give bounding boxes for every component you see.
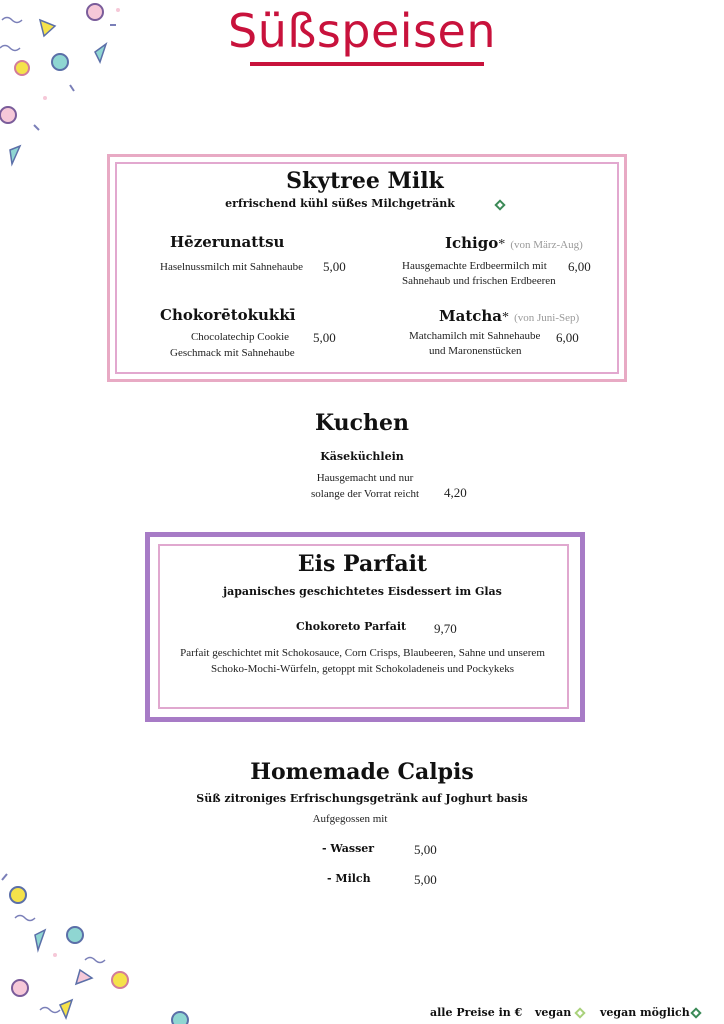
- skytree-item-desc: Geschmack mit Sahnehaube: [170, 347, 295, 359]
- parfait-item-name: Chokoreto Parfait: [296, 620, 407, 633]
- seasonal-note: (von März-Aug): [510, 239, 583, 251]
- kuchen-item-desc: solange der Vorrat reicht: [310, 488, 420, 500]
- kuchen-item-desc: Hausgemacht und nur: [316, 472, 414, 484]
- calpis-option-price: 5,00: [414, 842, 437, 857]
- skytree-item-header: [439, 306, 579, 326]
- skytree-item-desc: Hausgemachte Erdbeermilch mit: [402, 260, 547, 272]
- calpis-subtitle: Süß zitroniges Erfrischungsgetränk auf Joghurt basis: [196, 792, 528, 805]
- skytree-item-desc: und Maronenstücken: [429, 345, 522, 357]
- parfait-title: Eis Parfait: [297, 551, 428, 577]
- kuchen-title: Kuchen: [314, 410, 409, 436]
- skytree-item-desc: Chocolatechip Cookie: [190, 331, 290, 343]
- skytree-subtitle: erfrischend kühl süßes Milchgetränk: [225, 197, 455, 210]
- skytree-item-price: 5,00: [323, 259, 346, 274]
- calpis-option-name: - Wasser: [322, 842, 375, 855]
- skytree-item-header: [445, 233, 583, 253]
- parfait-item-price: 9,70: [434, 621, 457, 636]
- skytree-item-name: Ichigo: [445, 234, 499, 252]
- vegan-possible-diamond-icon: [690, 1007, 701, 1018]
- footer-prices-note: alle Preise in €: [430, 1006, 523, 1019]
- parfait-subtitle: japanisches geschichtetes Eisdessert im Glas: [223, 585, 502, 598]
- calpis-option-name: - Milch: [327, 872, 371, 885]
- skytree-title: Skytree Milk: [286, 168, 444, 194]
- calpis-option-price: 5,00: [414, 872, 437, 887]
- skytree-item-name: Hēzerunattsu: [170, 233, 285, 251]
- skytree-item-name: Matcha: [439, 307, 503, 325]
- seasonal-mark: *: [502, 310, 510, 325]
- footer-vegan-label: vegan: [535, 1006, 572, 1019]
- skytree-item-price: 5,00: [313, 330, 336, 345]
- calpis-title: Homemade Calpis: [250, 759, 474, 785]
- skytree-item-price: 6,00: [568, 259, 591, 274]
- calpis-note: Aufgegossen mit: [312, 813, 388, 825]
- skytree-item-desc: Haselnussmilch mit Sahnehaube: [160, 261, 303, 273]
- vegan-diamond-icon: [574, 1007, 585, 1018]
- confetti-decoration-bottom: [0, 860, 200, 1024]
- skytree-item-desc: Sahnehaub und frischen Erdbeeren: [402, 275, 556, 287]
- title-underline: [250, 62, 484, 66]
- page-title: Süßspeisen: [228, 4, 496, 58]
- kuchen-item-price: 4,20: [444, 485, 467, 500]
- seasonal-note: (von Juni-Sep): [514, 312, 580, 324]
- parfait-desc: Parfait geschichtet mit Schokosauce, Corn Crisps, Blaubeeren, Sahne und unserem: [180, 647, 545, 659]
- skytree-item-price: 6,00: [556, 330, 579, 345]
- parfait-desc: Schoko-Mochi-Würfeln, getoppt mit Schokoladeneis und Pockykeks: [210, 663, 515, 675]
- skytree-item-name: Chokorētokukkī: [160, 306, 296, 324]
- kuchen-item-name: Käseküchlein: [320, 450, 404, 463]
- footer-vegan-possible-label: vegan möglich: [600, 1006, 690, 1019]
- skytree-item-desc: Matchamilch mit Sahnehaube: [409, 330, 541, 342]
- seasonal-mark: *: [498, 237, 506, 252]
